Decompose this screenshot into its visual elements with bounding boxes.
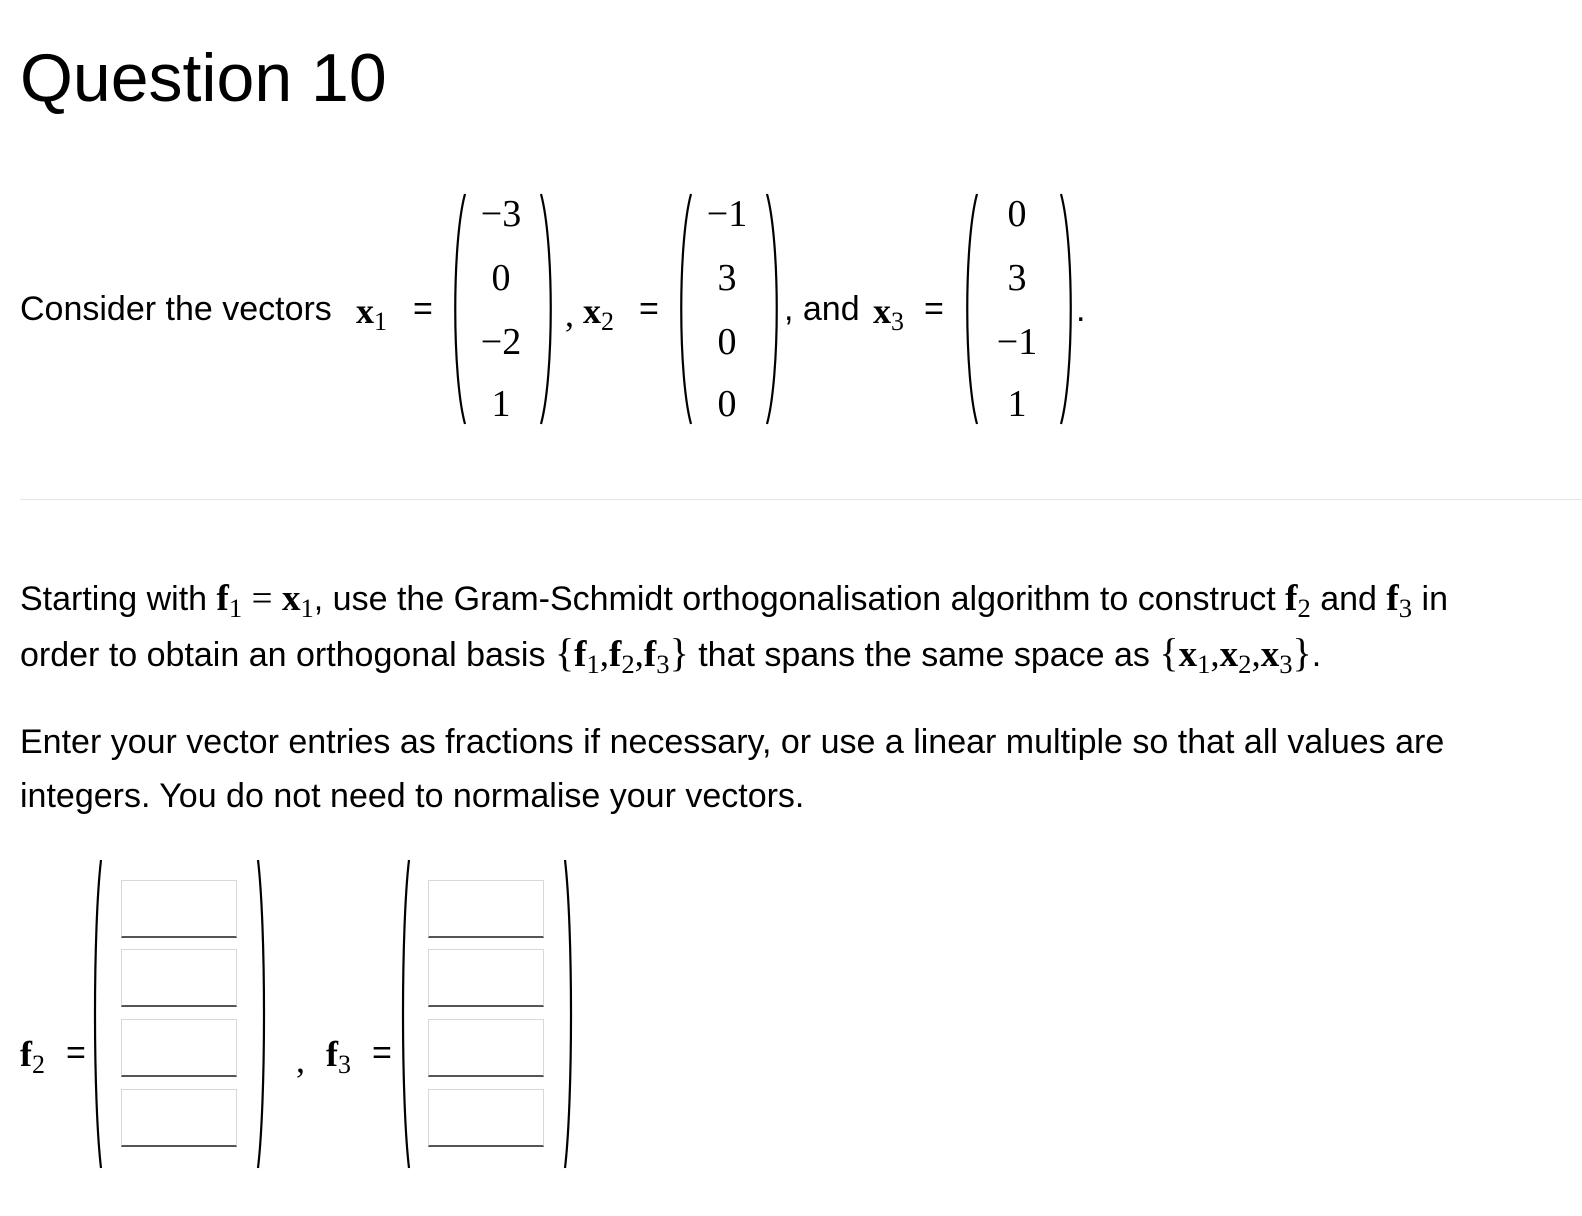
x1-entry-4: 1 [491,383,511,425]
x1-ref: $x_1$ [281,578,314,624]
x1-entry-2: 0 [491,257,511,299]
f2-entry-1-input[interactable] [121,880,237,938]
x1-equals: = [413,290,433,328]
x3-entry-2: 3 [1007,257,1027,299]
f2-left-paren [92,858,104,1170]
f2-entry-3-input[interactable] [121,1019,237,1077]
and-text: , and [784,290,860,328]
x3-entry-1: 0 [1007,193,1027,235]
f2-right-paren [255,858,267,1170]
f3-label: $f_3$ [326,1034,351,1080]
f3-ref: $f_3$ [1386,578,1413,624]
x3-right-paren [1058,192,1074,426]
comma-after-x1: , [565,294,574,334]
f2-entry-2-input[interactable] [121,949,237,1007]
x2-entry-2: 3 [717,257,737,299]
x3-equals: = [924,290,944,328]
x1-entry-1: −3 [480,193,522,235]
instruction-line-2: order to obtain an orthogonal basis $\{f_1,f_2,f_3\}$ that spans the same space as $\{x_1,x_2,x_3\}$. [20,630,1322,680]
consider-text: Consider the vectors [20,290,332,328]
f3-left-paren [400,858,412,1170]
f1-symbol: $f_1$ [216,578,243,624]
f2-label: $f_2$ [20,1034,45,1080]
x1-right-paren [538,192,554,426]
f2-ref: $f_2$ [1285,578,1311,624]
x3-entry-3: −1 [996,321,1038,363]
entry-instruction-line-1: Enter your vector entries as fractions if necessary, or use a linear multiple so that all values are [20,723,1445,761]
x2-entry-4: 0 [717,383,737,425]
x1-symbol: $x_1$ [356,291,387,337]
f2-entry-4-input[interactable] [121,1089,237,1147]
x2-right-paren [764,192,780,426]
f3-entry-4-input[interactable] [428,1089,544,1147]
f3-equals: = [372,1034,392,1072]
f3-entry-1-input[interactable] [428,880,544,938]
answer-separator: , [296,1040,305,1080]
f3-right-paren [562,858,574,1170]
x3-entry-4: 1 [1007,383,1027,425]
x3-left-paren [964,192,980,426]
x3-symbol: $x_3$ [873,291,904,337]
x1-entry-3: −2 [480,321,522,363]
x2-equals: = [639,290,659,328]
x2-entry-1: −1 [706,193,748,235]
f2-equals: = [66,1034,86,1072]
section-divider [20,499,1582,500]
instruction-line-1: Starting with $f_1 = x_1$, use the Gram-Schmidt orthogonalisation algorithm to construct $f_2$ and $f_3$ in [20,578,1448,624]
f-set: $\{f_1,f_2,f_3\}$ [554,630,689,680]
f3-entry-2-input[interactable] [428,949,544,1007]
x-set: $\{x_1,x_2,x_3\}$ [1159,630,1312,680]
x2-symbol: $x_2$ [583,291,614,337]
x2-entry-3: 0 [717,321,737,363]
period: . [1076,291,1086,329]
entry-instruction-line-2: integers. You do not need to normalise your vectors. [20,777,805,815]
f3-entry-3-input[interactable] [428,1019,544,1077]
question-title: Question 10 [20,40,387,116]
